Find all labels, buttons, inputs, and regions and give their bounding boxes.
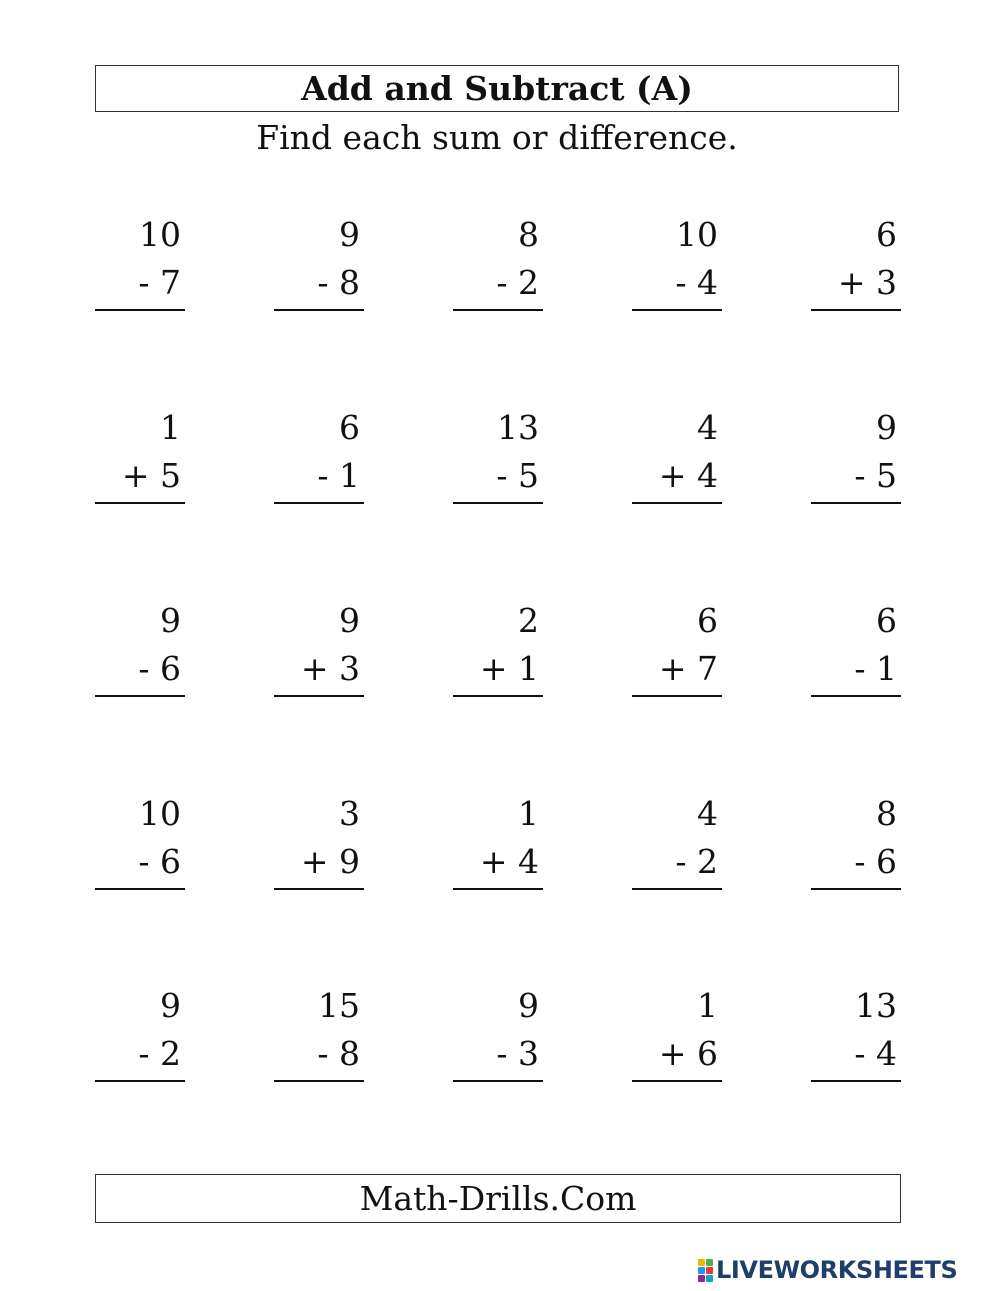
problem-operator-number: - 2: [496, 263, 539, 302]
problem-operator-number: - 6: [138, 649, 181, 688]
problem-top-number: 10: [139, 215, 181, 254]
problem-operator-number: - 6: [138, 842, 181, 881]
problem-operator-number: - 3: [496, 1034, 539, 1073]
problem-operator-number: + 5: [121, 456, 181, 495]
answer-line: [632, 695, 722, 697]
answer-line: [274, 309, 364, 311]
problem-top-number: 1: [697, 986, 718, 1025]
problem-top-number: 13: [855, 986, 897, 1025]
problem-operator-number: + 4: [658, 456, 718, 495]
problem: [274, 601, 364, 701]
logo-square: [698, 1259, 705, 1266]
problem-top-number: 1: [518, 794, 539, 833]
problem: [811, 215, 901, 315]
problem-top-number: 9: [339, 215, 360, 254]
problem-operator-number: - 1: [317, 456, 360, 495]
answer-line: [274, 695, 364, 697]
problem-operator-number: + 9: [300, 842, 360, 881]
problem-operator-number: - 2: [138, 1034, 181, 1073]
answer-line: [453, 888, 543, 890]
problem-operator-number: - 6: [854, 842, 897, 881]
problem: [453, 215, 543, 315]
answer-line: [95, 502, 185, 504]
problem-operator-number: + 3: [837, 263, 897, 302]
problem-operator-number: - 7: [138, 263, 181, 302]
problem: [811, 601, 901, 701]
problem: [274, 215, 364, 315]
problem: [632, 794, 722, 894]
logo-square: [698, 1275, 705, 1282]
answer-line: [95, 888, 185, 890]
problem: [811, 794, 901, 894]
logo-square: [706, 1259, 713, 1266]
problem: [453, 986, 543, 1086]
answer-line: [811, 309, 901, 311]
liveworksheets-logo-icon: [698, 1259, 713, 1282]
problem-top-number: 13: [497, 408, 539, 447]
worksheet-title: Add and Subtract (A): [301, 69, 693, 108]
problem-top-number: 9: [339, 601, 360, 640]
answer-line: [632, 502, 722, 504]
answer-line: [632, 309, 722, 311]
answer-line: [453, 695, 543, 697]
problem: [95, 794, 185, 894]
problem-operator-number: + 4: [479, 842, 539, 881]
problem-top-number: 8: [518, 215, 539, 254]
problem: [274, 408, 364, 508]
problem-operator-number: - 8: [317, 263, 360, 302]
answer-line: [453, 502, 543, 504]
problem-top-number: 15: [318, 986, 360, 1025]
problem-top-number: 6: [876, 601, 897, 640]
problem: [632, 986, 722, 1086]
problem-operator-number: - 5: [854, 456, 897, 495]
logo-square: [706, 1275, 713, 1282]
problem-top-number: 9: [160, 986, 181, 1025]
problem-top-number: 9: [518, 986, 539, 1025]
answer-line: [95, 309, 185, 311]
answer-line: [95, 1080, 185, 1082]
problem: [95, 215, 185, 315]
answer-line: [811, 502, 901, 504]
problem-top-number: 3: [339, 794, 360, 833]
problem-operator-number: + 6: [658, 1034, 718, 1073]
problem-top-number: 4: [697, 408, 718, 447]
problem-top-number: 1: [160, 408, 181, 447]
liveworksheets-brand[interactable]: [698, 1255, 957, 1285]
problem-top-number: 2: [518, 601, 539, 640]
problem-operator-number: + 1: [479, 649, 539, 688]
title-box: [95, 65, 899, 112]
answer-line: [274, 1080, 364, 1082]
answer-line: [811, 695, 901, 697]
answer-line: [453, 1080, 543, 1082]
problem-top-number: 6: [339, 408, 360, 447]
problem: [632, 601, 722, 701]
problem: [811, 408, 901, 508]
problem: [632, 408, 722, 508]
problem-operator-number: - 5: [496, 456, 539, 495]
logo-square: [706, 1267, 713, 1274]
problem-top-number: 6: [876, 215, 897, 254]
problem: [95, 601, 185, 701]
problem-operator-number: + 3: [300, 649, 360, 688]
problem: [453, 408, 543, 508]
problem-operator-number: - 1: [854, 649, 897, 688]
problem-top-number: 10: [676, 215, 718, 254]
problem-operator-number: - 4: [675, 263, 718, 302]
problem: [95, 986, 185, 1086]
problem-top-number: 9: [160, 601, 181, 640]
problem: [811, 986, 901, 1086]
liveworksheets-label: LIVEWORKSHEETS: [716, 1256, 958, 1284]
problem-operator-number: + 7: [658, 649, 718, 688]
answer-line: [632, 1080, 722, 1082]
problem-top-number: 4: [697, 794, 718, 833]
instructions: Find each sum or difference.: [256, 118, 738, 157]
answer-line: [274, 888, 364, 890]
problem-top-number: 9: [876, 408, 897, 447]
problem: [95, 408, 185, 508]
problem-top-number: 10: [139, 794, 181, 833]
problem: [274, 986, 364, 1086]
problem: [453, 601, 543, 701]
problem: [274, 794, 364, 894]
answer-line: [274, 502, 364, 504]
problem-operator-number: - 4: [854, 1034, 897, 1073]
answer-line: [811, 888, 901, 890]
answer-line: [632, 888, 722, 890]
logo-square: [698, 1267, 705, 1274]
footer-box: [95, 1174, 901, 1223]
problem: [453, 794, 543, 894]
problem: [632, 215, 722, 315]
answer-line: [95, 695, 185, 697]
problem-operator-number: - 2: [675, 842, 718, 881]
answer-line: [453, 309, 543, 311]
problem-top-number: 8: [876, 794, 897, 833]
answer-line: [811, 1080, 901, 1082]
footer-site-name: Math-Drills.Com: [359, 1179, 637, 1218]
problem-operator-number: - 8: [317, 1034, 360, 1073]
problem-top-number: 6: [697, 601, 718, 640]
